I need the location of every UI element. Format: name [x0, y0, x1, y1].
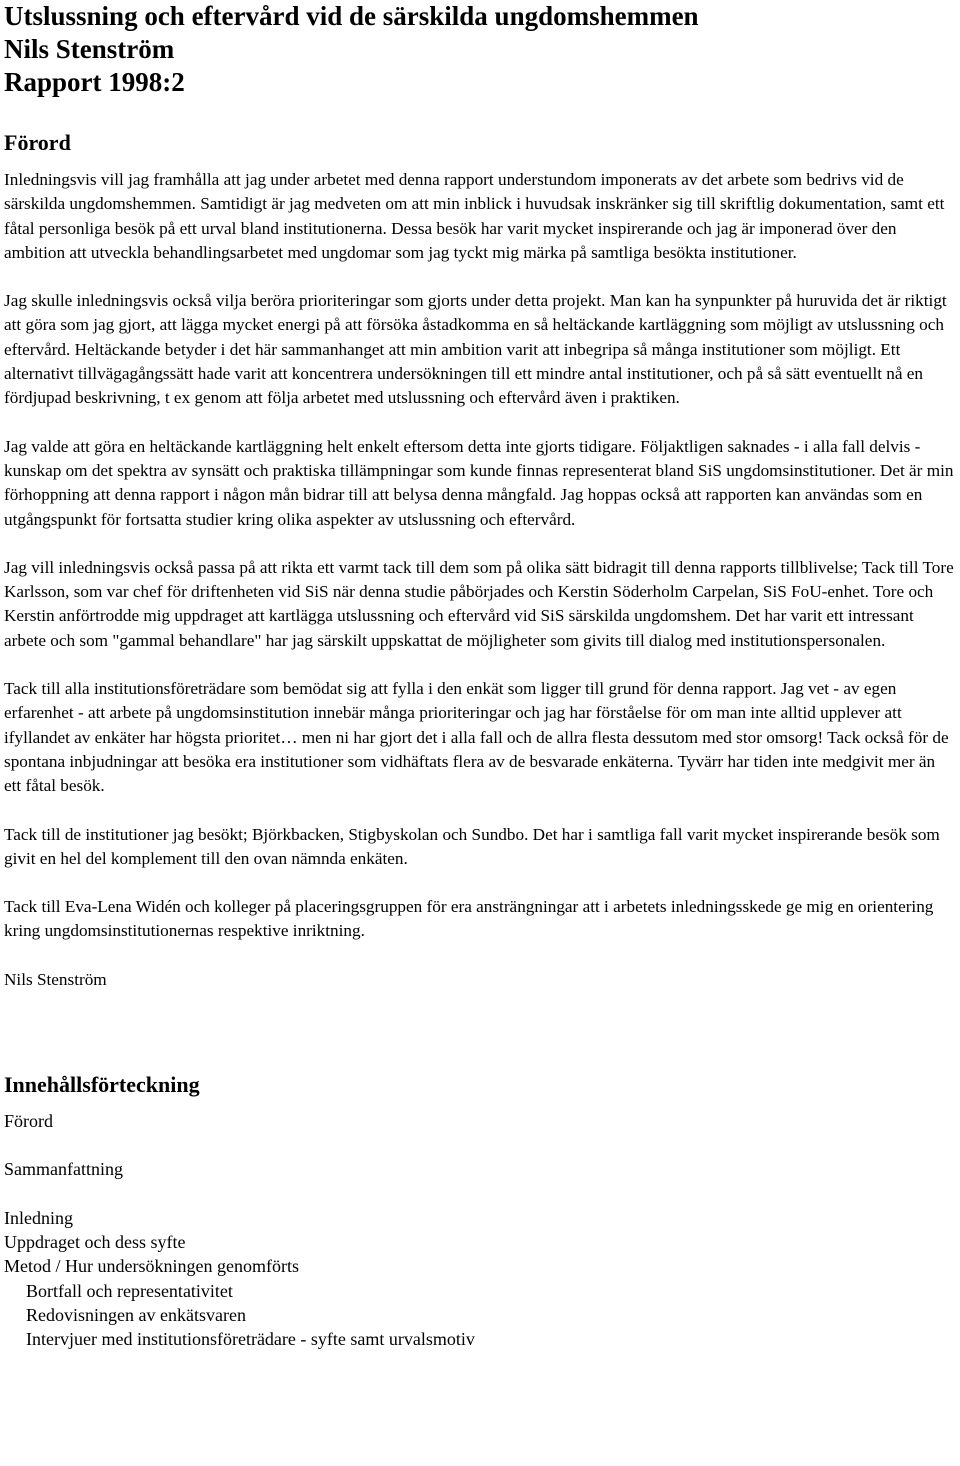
foreword-paragraph: Jag skulle inledningsvis också vilja beröra prioriteringar som gjorts under detta projekt. Man kan ha synpunkter på huruvida det är riktigt att göra som jag gjort, att lägga mycket energi på att försöka åstadkomma en så heltäckande kartläggning som möjligt av utslussning och eftervård. Heltäckande betyder i det här sammanhanget att min ambition varit att inbegripa så många institutioner som möjligt. Ett alternativt tillvägagångssätt hade varit att koncentrera undersökningen till ett mindre antal institutioner, och på så sätt eventuellt nå en fördjupad beskrivning, t ex genom att följa arbetet med utslussning och eftervård även i praktiken.	[4, 291, 947, 408]
report-author: Nils Stenström	[4, 34, 175, 64]
report-number: Rapport 1998:2	[4, 67, 185, 97]
toc-item[interactable]: Uppdraget och dess syfte	[4, 1231, 186, 1252]
foreword-paragraph: Tack till Eva-Lena Widén och kolleger på placeringsgruppen för era ansträngningar att i arbetets inledningsskede ge mig en orientering kring ungdomsinstitutionernas respektive inriktning.	[4, 897, 934, 941]
foreword-paragraph: Jag vill inledningsvis också passa på att rikta ett varmt tack till dem som på olika sätt bidragit till denna rapports tillblivelse; Tack till Tore Karlsson, som var chef för driftenheten vid SiS när denna studie påbörjades och Kerstin Söderholm Carpelan, SiS FoU-enhet. Tore och Kerstin anförtrodde mig uppdraget att kartlägga utslussning och eftervård vid SiS särskilda ungdomshem. Det har varit ett intressant arbete och som "gammal behandlare" har jag särskilt uppskattat de möjligheter som givits till dialog med institutionspersonalen.	[4, 557, 954, 650]
report-title: Utslussning och eftervård vid de särskilda ungdomshemmen	[4, 1, 699, 31]
toc-item[interactable]: Inledning	[4, 1207, 73, 1228]
foreword-paragraph: Inledningsvis vill jag framhålla att jag under arbetet med denna rapport understundom imponerats av det arbete som bedrivs vid de särskilda ungdomshemmen. Samtidigt är jag medveten om att min inblick i huvudsak inskränker sig till skriftlig dokumentation, samt ett fåtal personliga besök på ett urval bland institutionerna. Dessa besök har varit mycket inspirerande och jag är imponerad över den ambition att utveckla behandlingsarbetet med ungdomar som jag tyckt mig märka på samtliga besökta institutioner.	[4, 170, 945, 262]
foreword-signature: Nils Stenström	[4, 969, 107, 989]
report-title-block	[4, 0, 956, 99]
foreword-paragraph: Tack till de institutioner jag besökt; Björkbacken, Stigbyskolan och Sundbo. Det har i samtliga fall varit mycket inspirerande besök som givit en hel del komplement till den ovan nämnda enkäten.	[4, 824, 940, 868]
toc-subitem[interactable]: Bortfall och representativitet	[26, 1280, 233, 1301]
toc-item[interactable]: Sammanfattning	[4, 1159, 123, 1180]
toc-subitem[interactable]: Intervjuer med institutionsföreträdare - syfte samt urvalsmotiv	[26, 1329, 475, 1350]
foreword-heading: Förord	[4, 130, 71, 155]
foreword-paragraph: Jag valde att göra en heltäckande kartläggning helt enkelt eftersom detta inte gjorts tidigare. Följaktligen saknades - i alla fall delvis - kunskap om det spektra av synsätt och praktiska tillämpningar som kunde finnas representerat bland SiS ungdomsinstitutioner. Det är min förhoppning att denna rapport i någon mån bidrar till att belysa denna mångfald. Jag hoppas också att rapporten kan användas som en utgångspunkt för fortsatta studier kring olika aspekter av utslussning och eftervård.	[4, 436, 954, 529]
toc-item[interactable]: Förord	[4, 1111, 53, 1132]
table-of-contents	[4, 1109, 956, 1351]
foreword-body	[4, 168, 956, 992]
toc-subitem[interactable]: Redovisningen av enkätsvaren	[26, 1304, 246, 1325]
toc-heading: Innehållsförteckning	[4, 1072, 200, 1098]
foreword-paragraph: Tack till alla institutionsföreträdare som bemödat sig att fylla i den enkät som ligger till grund för denna rapport. Jag vet - av egen erfarenhet - att arbete på ungdomsinstitution innebär många prioriteringar och jag har förståelse för om man inte alltid upplever att ifyllandet av enkäter har högsta prioritet… men ni har gjort det i alla fall och de allra flesta dessutom med stor omsorg! Tack också för de spontana inbjudningar att besöka era institutioner som vidhäftats flera av de besvarade enkäterna. Tyvärr har tiden inte medgivit mer än ett fåtal besök.	[4, 679, 949, 796]
toc-item[interactable]: Metod / Hur undersökningen genomförts	[4, 1256, 299, 1277]
